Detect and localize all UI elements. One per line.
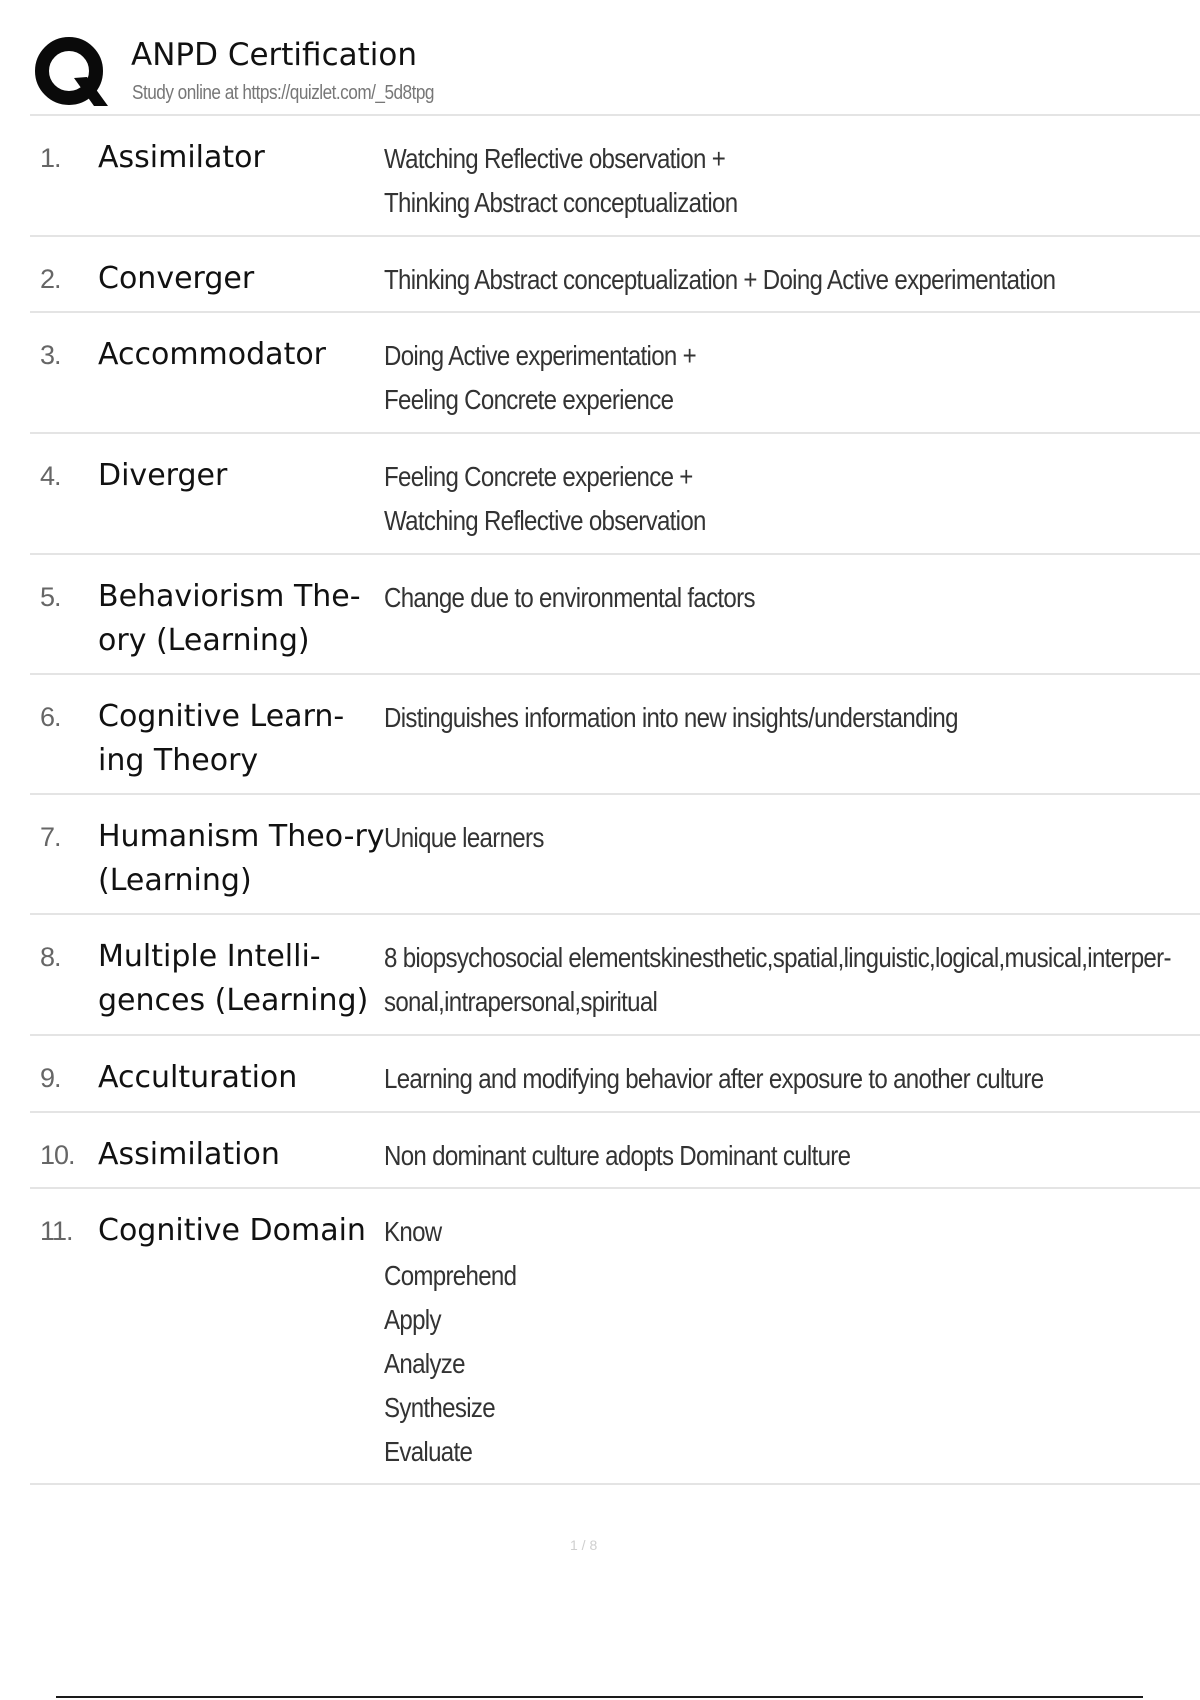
term-name: Multiple Intelli-gences (Learning) (98, 939, 369, 1018)
term-definition (384, 576, 1072, 620)
term-number: 4. (40, 461, 61, 491)
term-row (30, 434, 1200, 555)
term-name: Assimilator (98, 140, 265, 175)
study-online-link[interactable]: Study online at https://quizlet.com/_5d8tpg (132, 82, 434, 104)
term-number: 1. (40, 143, 61, 173)
term-list (30, 116, 1200, 1485)
term-name: Cognitive Learn-ing Theory (98, 699, 345, 778)
definition-line: Doing Active experimentation + (384, 340, 696, 371)
term-definition (384, 1210, 1072, 1474)
definition-line: Know (384, 1216, 442, 1247)
term-row (30, 237, 1200, 313)
term-definition (384, 936, 1171, 1024)
quizlet-q-logo-icon (32, 34, 110, 112)
term-name: Diverger (98, 458, 228, 493)
term-number: 3. (40, 340, 61, 370)
term-row (30, 313, 1200, 434)
term-definition (384, 816, 1072, 860)
set-title: ANPD Certification (131, 37, 417, 73)
definition-line: 8 biopsychosocial elementskinesthetic,spatial,linguistic,logical,musical,interper- (384, 942, 1171, 973)
definition-line: sonal,intrapersonal,spiritual (384, 986, 658, 1017)
term-row (30, 1036, 1200, 1113)
term-number: 7. (40, 822, 61, 852)
definition-line: Watching Reflective observation + (384, 143, 726, 174)
page-header (30, 28, 1200, 116)
term-definition (384, 1057, 1072, 1101)
term-name: Behaviorism The-ory (Learning) (98, 579, 361, 658)
term-row (30, 915, 1200, 1036)
definition-line: Analyze (384, 1348, 465, 1379)
definition-line: Learning and modifying behavior after exposure to another culture (384, 1063, 1044, 1094)
term-number: 8. (40, 942, 61, 972)
term-name: Accommodator (98, 337, 327, 372)
term-definition (384, 455, 1072, 543)
term-number: 5. (40, 582, 61, 612)
term-name: Humanism Theo-ry (Learning) (98, 819, 385, 898)
term-number: 11. (40, 1216, 73, 1246)
term-number: 10. (40, 1140, 75, 1170)
term-number: 6. (40, 702, 61, 732)
definition-line: Feeling Concrete experience (384, 384, 674, 415)
definition-line: Thinking Abstract conceptualization + Doing Active experimentation (384, 264, 1056, 295)
definition-line: Watching Reflective observation (384, 505, 706, 536)
term-row (30, 675, 1200, 795)
term-number: 2. (40, 264, 61, 294)
term-definition (384, 1134, 1072, 1178)
term-name: Cognitive Domain (98, 1213, 366, 1248)
definition-line: Non dominant culture adopts Dominant culture (384, 1140, 851, 1171)
term-name: Converger (98, 261, 255, 296)
term-definition (384, 696, 1072, 740)
term-definition (384, 258, 1072, 302)
footer-divider (56, 1696, 1143, 1698)
definition-line: Comprehend (384, 1260, 517, 1291)
definition-line: Feeling Concrete experience + (384, 461, 693, 492)
definition-line: Thinking Abstract conceptualization (384, 187, 738, 218)
term-name: Assimilation (98, 1137, 280, 1172)
definition-line: Synthesize (384, 1392, 495, 1423)
definition-line: Change due to environmental factors (384, 582, 755, 613)
term-row (30, 795, 1200, 915)
term-name: Acculturation (98, 1060, 298, 1095)
definition-line: Unique learners (384, 822, 544, 853)
definition-line: Distinguishes information into new insights/understanding (384, 702, 958, 733)
term-row (30, 1113, 1200, 1189)
page-number: 1 / 8 (570, 1537, 598, 1553)
term-row (30, 1189, 1200, 1485)
term-row (30, 116, 1200, 237)
definition-line: Apply (384, 1304, 441, 1335)
term-number: 9. (40, 1063, 61, 1093)
term-definition (384, 334, 1072, 422)
definition-line: Evaluate (384, 1436, 473, 1467)
term-row (30, 555, 1200, 675)
term-definition (384, 137, 1072, 225)
